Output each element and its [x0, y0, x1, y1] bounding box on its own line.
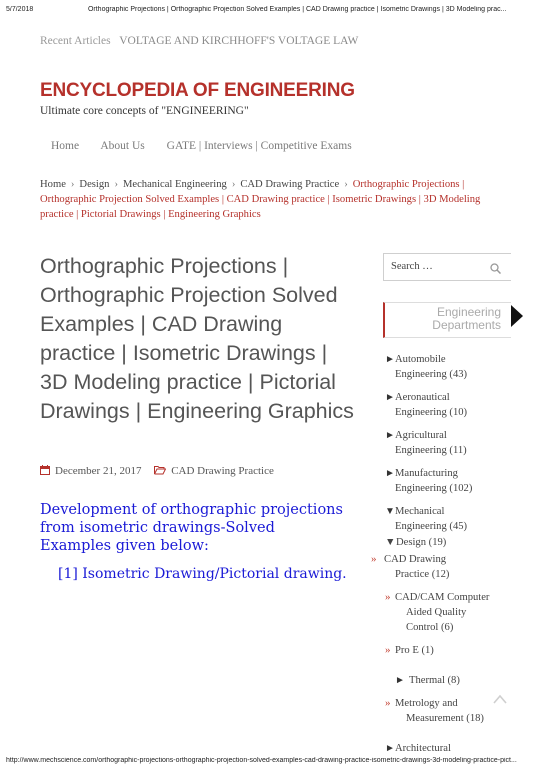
breadcrumb-cad[interactable]: CAD Drawing Practice: [240, 179, 340, 190]
chevron-right-icon: ›: [231, 179, 236, 190]
triangle-down-icon: ▼: [385, 506, 395, 517]
triangle-right-icon: ►: [385, 468, 395, 479]
dept-automobile[interactable]: ► Automobile Engineering (43): [385, 354, 468, 380]
breadcrumb-design[interactable]: Design: [79, 179, 110, 190]
dept-cadcam[interactable]: » CAD/CAM Computer Aided Quality Control (6): [385, 591, 490, 633]
dept-aeronautical[interactable]: ► Aeronautical Engineering (10): [385, 392, 468, 418]
search-input[interactable]: [383, 253, 511, 281]
dept-design[interactable]: ▼ Design (19): [385, 537, 447, 548]
double-chevron-icon: »: [371, 553, 377, 565]
chevron-right-icon: ›: [70, 179, 75, 190]
post-subheading: [1] Isometric Drawing/Pictorial drawing.: [58, 566, 347, 582]
calendar-icon: [40, 465, 50, 478]
dept-proe[interactable]: » Pro E (1): [385, 644, 434, 656]
triangle-down-icon: ▼: [385, 537, 396, 548]
folder-icon: [154, 465, 166, 478]
recent-articles-bar: [40, 35, 358, 47]
triangle-right-icon: ►: [385, 392, 395, 403]
scroll-to-top-icon[interactable]: [492, 692, 508, 704]
dept-metrology[interactable]: » Metrology and Measurement (18): [385, 697, 484, 724]
search-icon[interactable]: [490, 261, 501, 279]
departments-label-line1: Engineering: [436, 305, 501, 319]
breadcrumb-mechanical[interactable]: Mechanical Engineering: [122, 179, 227, 190]
breadcrumb-home[interactable]: Home: [40, 179, 66, 190]
triangle-right-icon: ►: [385, 354, 395, 365]
site-tagline: Ultimate core concepts of "ENGINEERING": [40, 105, 249, 117]
dept-architectural[interactable]: ► Architectural: [385, 743, 451, 754]
nav-home[interactable]: Home: [51, 140, 80, 152]
triangle-right-icon: ►: [385, 430, 395, 441]
triangle-right-icon: ►: [395, 675, 405, 686]
recent-article-link[interactable]: VOLTAGE AND KIRCHHOFF'S VOLTAGE LAW: [119, 35, 359, 47]
triangle-right-icon: ►: [385, 743, 395, 754]
dept-mechanical[interactable]: ▼ Mechanical Engineering (45): [385, 506, 468, 532]
double-chevron-icon: »: [385, 697, 391, 709]
breadcrumb: [40, 177, 515, 222]
breadcrumb-current: Orthographic Projections | Orthographic Projection Solved Examples | CAD Drawing practice | Isometric Drawings | 3D Modeling practice | Pictorial Drawings | Engineering Graphics: [40, 179, 481, 220]
departments-label-line2: Departments: [432, 318, 501, 332]
chevron-right-icon: ›: [344, 179, 348, 190]
print-doc-title: Orthographic Projections | Orthographic Projection Solved Examples | CAD Drawing practice | Isometric Drawings | 3D Modeling prac...: [87, 6, 507, 13]
nav-gate[interactable]: GATE | Interviews | Competitive Exams: [166, 140, 352, 152]
double-chevron-icon: »: [385, 591, 391, 603]
dept-agricultural[interactable]: ► Agricultural Engineering (11): [385, 430, 467, 456]
nav-about-us[interactable]: About Us: [100, 140, 145, 152]
main-nav: [51, 140, 371, 152]
post-title: Orthographic Projections | Orthographic Projection Solved Examples | CAD Drawing practice | Isometric Drawings | 3D Modeling practice | Pictorial Drawings | Engineering Graphics: [40, 254, 354, 423]
triangle-marker-icon: [511, 305, 523, 327]
site-title[interactable]: ENCYCLOPEDIA OF ENGINEERING: [40, 80, 355, 101]
search-placeholder: Search …: [391, 261, 433, 272]
post-meta: [40, 465, 274, 478]
chevron-right-icon: ›: [114, 179, 118, 190]
print-date: 5/7/2018: [6, 6, 34, 13]
recent-articles-label: Recent Articles: [40, 35, 111, 47]
post-category[interactable]: CAD Drawing Practice: [171, 465, 274, 477]
dept-thermal[interactable]: ► Thermal (8): [395, 675, 460, 686]
post-date[interactable]: December 21, 2017: [55, 465, 142, 477]
print-footer-url: http://www.mechscience.com/orthographic-projections-orthographic-projection-solved-examples-cad-drawing-practice-isometric-drawings-3d-modeling-practice-pict...: [6, 757, 517, 764]
post-lead: Development of orthographic projections from isometric drawings-Solved Examples given below:: [40, 502, 343, 554]
print-header: [6, 6, 544, 13]
dept-manufacturing[interactable]: ► Manufacturing Engineering (102): [385, 468, 473, 494]
double-chevron-icon: »: [385, 644, 391, 656]
departments-widget-title: [383, 302, 511, 338]
dept-cad-drawing[interactable]: » CAD Drawing Practice (12): [371, 553, 450, 580]
